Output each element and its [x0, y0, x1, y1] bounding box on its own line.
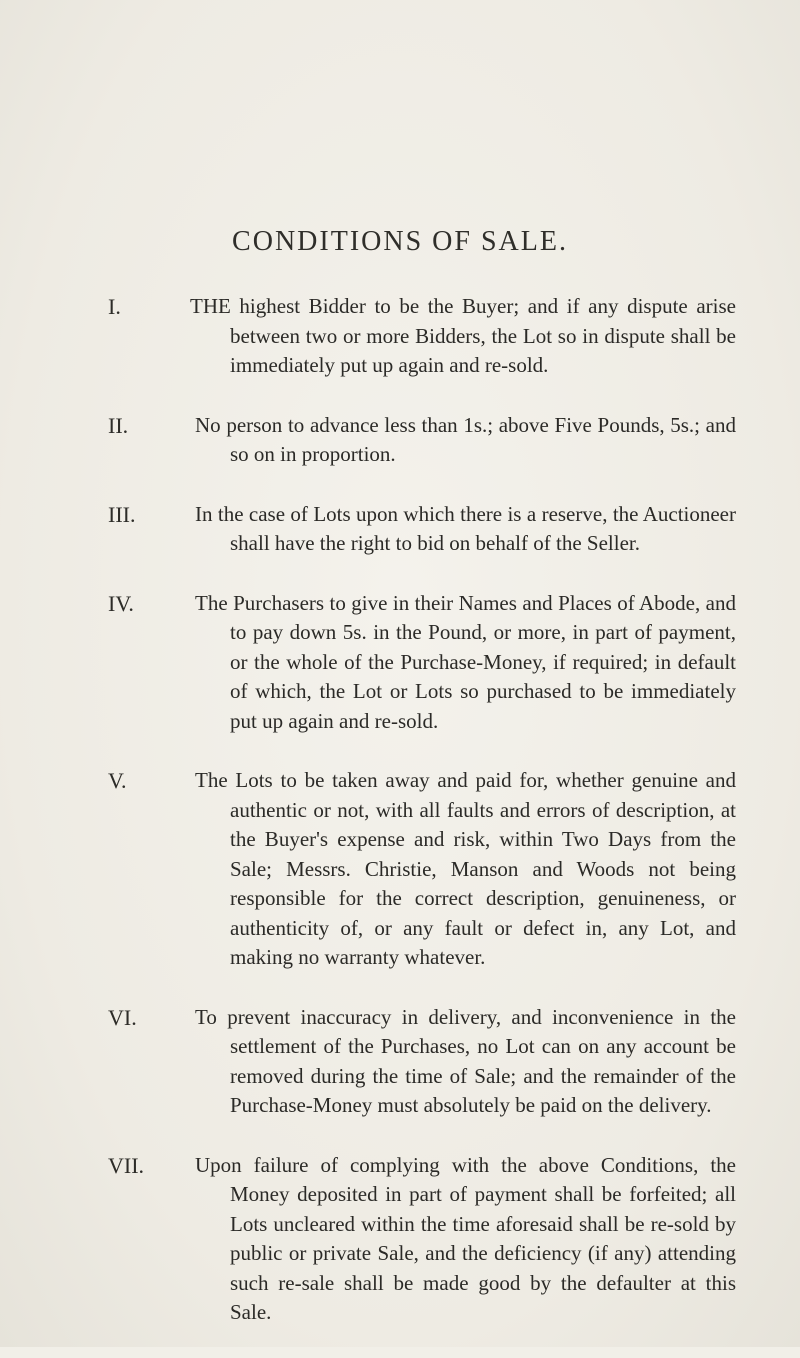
condition-numeral: I.: [108, 294, 121, 319]
condition-numeral: III.: [108, 501, 136, 527]
condition-2: [0, 411, 800, 470]
condition-text: Upon failure of complying with the above Conditions, the Money deposited in part of payment shall be forfeited; all Lots uncleared within the time aforesaid shall be re-sold by public or private Sale, and the deficiency (if any) attending such re-sale shall be made good by the defaulter at this Sale.: [195, 1152, 736, 1324]
condition-4: [0, 589, 800, 737]
condition-1: [0, 292, 800, 381]
condition-text: The Lots to be taken away and paid for, whether genuine and authentic or not, with all faults and errors of description, at the Buyer's expense and risk, within Two Days from the Sale; Messrs. Christie, Manson and Woods not being responsible for the correct description, genuineness, or authenticity of, or any fault or defect in, any Lot, and making no warranty whatever.: [195, 768, 736, 969]
conditions-list: [0, 292, 800, 1358]
condition-numeral: VII.: [108, 1152, 145, 1178]
condition-numeral: IV.: [108, 590, 134, 616]
condition-3: [0, 500, 800, 559]
condition-text: THE highest Bidder to be the Buyer; and if any dispute arise between two or more Bidders, the Lot so in dispute shall be immediately put up again and re-sold.: [190, 294, 736, 377]
condition-text: To prevent inaccuracy in delivery, and inconvenience in the settlement of the Purchases, no Lot can on any account be removed during the time of Sale; and the remainder of the Purchase-Money must absolutely be paid on the delivery.: [195, 1004, 736, 1117]
condition-7: [0, 1151, 800, 1328]
condition-text: The Purchasers to give in their Names and Places of Abode, and to pay down 5s. in the Pound, or more, in part of payment, or the whole of the Purchase-Money, if required; in default of which, the Lot or Lots so purchased to be immediately put up again and re-sold.: [195, 590, 736, 733]
condition-numeral: II.: [108, 412, 129, 438]
condition-numeral: V.: [108, 768, 127, 793]
condition-5: [0, 766, 800, 973]
condition-6: [0, 1003, 800, 1121]
condition-text: No person to advance less than 1s.; above Five Pounds, 5s.; and so on in proportion.: [195, 412, 736, 466]
page-title: CONDITIONS OF SALE.: [232, 226, 568, 257]
condition-numeral: VI.: [108, 1004, 137, 1030]
condition-text: In the case of Lots upon which there is a reserve, the Auctioneer shall have the right to bid on behalf of the Seller.: [195, 501, 736, 555]
